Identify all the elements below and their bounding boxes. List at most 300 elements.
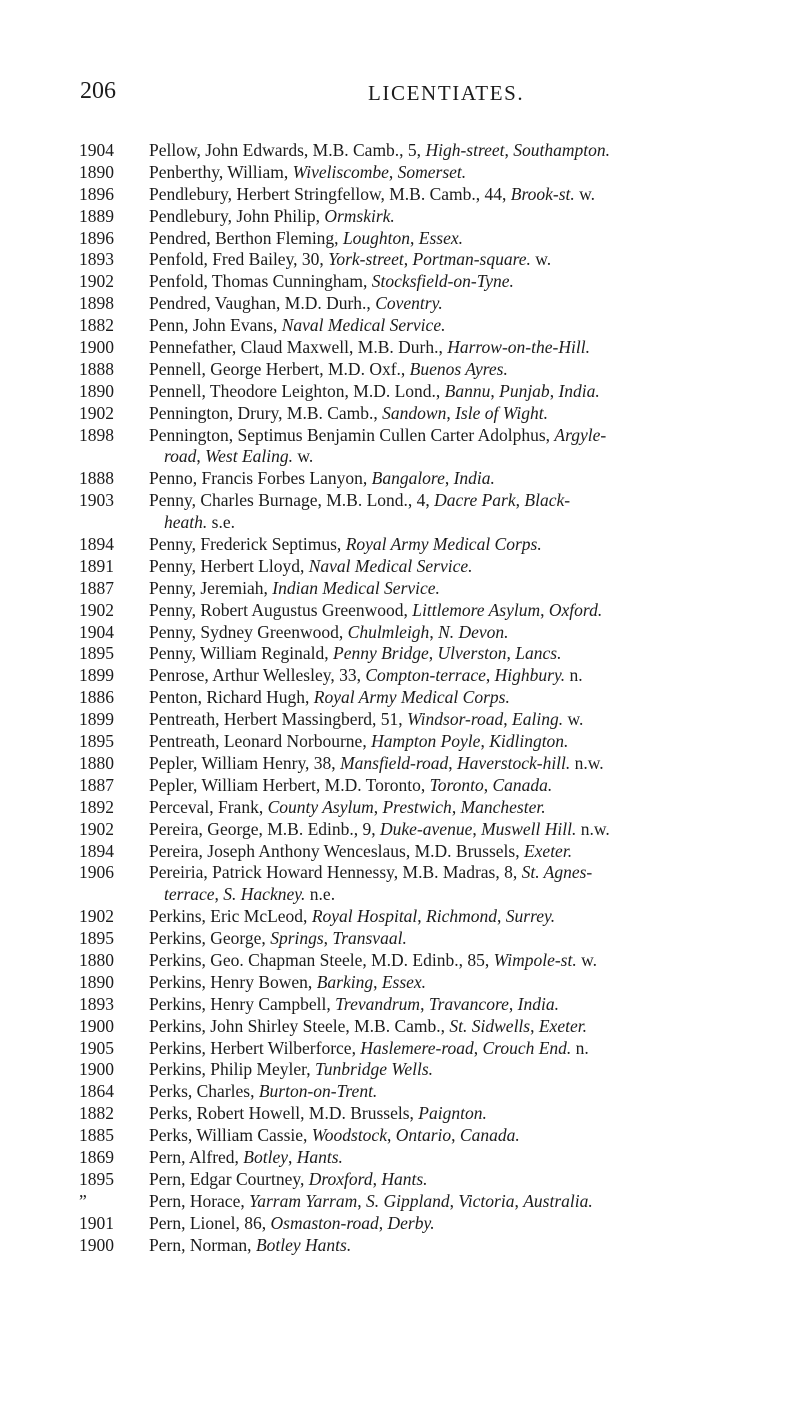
entry-place: Canada. [492,774,553,795]
entry-year: 1888 [79,358,114,379]
entry-year: 1895 [79,1168,114,1189]
entry-place: Essex. [381,971,427,992]
entry-segment: Pern, Horace, [149,1190,250,1211]
entry-segment: w. [530,249,552,270]
entry-place: St. Agnes- [521,862,593,883]
entry-year: 1887 [79,577,114,598]
entry-year: 1902 [79,818,114,839]
entry-text [149,950,789,972]
entry-year: 1869 [79,1146,114,1167]
entry-year: 1901 [79,1212,114,1233]
entry-place: Stocksfield-on-Tyne. [371,271,514,292]
entry-place: Hampton Poyle [371,731,481,752]
entry-segment: Pendlebury, Herbert Stringfellow, M.B. Camb., 44, [149,183,511,204]
entry-place: Brook-st. [510,183,575,204]
entry-text [149,468,789,490]
entry-segment: , [497,906,506,927]
entry-segment: s.e. [207,512,235,533]
entry-row [0,381,800,403]
entry-place: Woodstock [311,1125,387,1146]
entry-place: Penny Bridge [333,643,429,664]
entry-text [149,622,789,644]
entry-segment: Penny, Frederick Septimus, [149,534,346,555]
entry-year: 1895 [79,731,114,752]
entry-segment: Pern, Lionel, 86, [149,1212,271,1233]
entry-segment: , [448,752,458,773]
entry-place: Derby. [387,1212,435,1233]
entry-year: 1900 [79,1059,114,1080]
entry-row [0,228,800,250]
entry-text [149,556,789,578]
entry-place: Toronto [429,774,484,795]
entry-year: 1902 [79,599,114,620]
entry-year: 1898 [79,424,114,445]
entry-segment: , [451,1125,460,1146]
entry-place: Tunbridge Wells. [315,1059,434,1080]
entry-segment: , [214,884,224,905]
entry-row [0,841,800,863]
entry-segment: , [428,643,438,664]
entry-place: Sandown [382,402,447,423]
entry-place: Crouch End. [482,1037,572,1058]
entry-year: 1902 [79,402,114,423]
entry-place: Haverstock-hill. [457,752,571,773]
entry-segment: , [530,1015,539,1036]
entry-place: Trevandrum [335,993,421,1014]
entry-place: Duke-avenue [380,818,473,839]
page-number: 206 [80,78,116,104]
entry-place: Prestwich [382,796,452,817]
entry-place: Barking [316,971,374,992]
entry-place: Yarram Yarram [249,1190,358,1211]
entry-year: 1896 [79,227,114,248]
entry-place: Royal Army Medical Corps. [313,687,510,708]
entry-row [0,819,800,841]
entry-segment: , [429,621,439,642]
entry-row [0,950,800,972]
entry-place: Isle of Wight. [455,402,548,423]
entry-place: Ontario [395,1125,452,1146]
entry-segment: , [449,1190,459,1211]
entry-segment: , [420,993,429,1014]
entry-segment: , [373,971,382,992]
entry-segment: Pereira, George, M.B. Edinb., 9, [149,818,381,839]
entry-text [149,534,789,556]
entry-place: Australia. [523,1190,593,1211]
entry-text [149,1016,789,1038]
entry-segment: Pern, Alfred, [149,1146,244,1167]
entry-row [0,1038,800,1060]
entry-row [0,1147,800,1169]
entry-segment: , [503,709,513,730]
entry-text [149,271,789,293]
entry-row [0,775,800,797]
entry-segment: , [288,1146,297,1167]
entry-place: Portman-square. [412,249,531,270]
entry-text [164,884,800,906]
entry-segment: Penfold, Fred Bailey, 30, [149,249,329,270]
entry-segment: Pennington, Drury, M.B. Camb., [149,402,383,423]
entry-place: Victoria [458,1190,515,1211]
entry-text [149,1169,789,1191]
entry-place: S. Hackney. [223,884,306,905]
entry-place: Surrey. [505,906,556,927]
entry-segment: Perkins, Eric McLeod, [149,906,312,927]
entry-segment: , [451,796,461,817]
entry-row [0,862,800,884]
page-header [0,78,800,114]
entry-segment: Pennington, Septimus Benjamin Cullen Carter Adolphus, [149,424,555,445]
entry-text [149,1081,789,1103]
entry-year: 1895 [79,928,114,949]
entry-segment: n.w. [570,752,604,773]
entry-segment: n.e. [305,884,336,905]
entry-segment: , [472,818,482,839]
entry-text [149,753,789,775]
entry-text [149,490,789,512]
entry-text [149,359,789,381]
entry-row [0,556,800,578]
entry-place: Mansfield-road [340,752,449,773]
entry-place: Bannu [444,380,491,401]
entry-place: India. [558,380,600,401]
entry-row [0,578,800,600]
entry-place: High-street [425,140,505,160]
entry-place: Chulmleigh [347,621,430,642]
entry-segment: w. [293,446,314,467]
entry-year: 1882 [79,315,114,336]
entry-place: India. [517,993,559,1014]
entry-row [0,906,800,928]
entry-year: 1894 [79,840,114,861]
entry-year: 1892 [79,796,114,817]
entry-segment: Penn, John Evans, [149,315,282,336]
entry-row [0,140,800,162]
entry-segment: Pereiria, Patrick Howard Hennessy, M.B. Madras, 8, [149,862,522,883]
entry-segment: n. [571,1037,589,1058]
entry-place: Royal Hospital [311,906,418,927]
entry-text [149,709,789,731]
entry-segment: , [483,774,493,795]
entry-place: Muswell Hill. [481,818,577,839]
entry-segment: Perkins, Geo. Chapman Steele, M.D. Edinb., 85, [149,949,494,970]
entry-segment: Pern, Norman, [149,1234,256,1255]
entry-segment: Perks, Charles, [149,1081,259,1102]
entry-segment: Pennefather, Claud Maxwell, M.B. Durh., [149,337,448,358]
entry-place: Loughton [342,227,411,248]
entry-place: Compton-terrace [365,665,486,686]
entry-text [149,1235,789,1257]
entry-row [0,1213,800,1235]
entry-segment: Pellow, John Edwards, M.B. Camb., 5, [149,140,426,160]
entry-row [0,797,800,819]
entry-text [149,381,789,403]
entry-text [149,775,789,797]
entry-place: Lancs. [515,643,562,664]
entry-year: 1886 [79,687,114,708]
entry-place: heath. [164,512,208,533]
entry-year: 1890 [79,161,114,182]
entry-year: 1896 [79,183,114,204]
entry-segment: Penberthy, William, [149,161,293,182]
entry-segment: w. [563,709,584,730]
entry-text [164,446,800,468]
entry-text [149,906,789,928]
entry-year: 1885 [79,1125,114,1146]
entry-segment: Perkins, George, [149,928,271,949]
entry-year: 1891 [79,555,114,576]
entry-year: 1894 [79,534,114,555]
entry-place: Argyle- [554,424,607,445]
entry-segment: , [446,402,456,423]
entry-segment: , [410,227,419,248]
entry-segment: , [506,643,516,664]
entry-place: Springs [270,928,324,949]
entry-text [149,928,789,950]
entry-text [149,1147,789,1169]
entry-text [149,1059,789,1081]
entry-place: Paignton. [418,1103,487,1124]
entry-year: 1893 [79,993,114,1014]
entry-row [0,249,800,271]
entry-year: ” [79,1190,87,1211]
entry-segment: , [508,993,518,1014]
entry-place: Kidlington. [489,731,569,752]
entry-text [149,578,789,600]
entry-segment: , [378,1212,388,1233]
entry-row [0,403,800,425]
entry-year: 1899 [79,709,114,730]
entry-year: 1900 [79,1015,114,1036]
entry-year: 1864 [79,1081,114,1102]
entry-row [0,359,800,381]
entry-place: Burton-on-Trent. [258,1081,378,1102]
entry-segment: Pepler, William Herbert, M.D. Toronto, [149,774,430,795]
entry-segment: Perkins, Herbert Wilberforce, [149,1037,361,1058]
entry-year: 1887 [79,774,114,795]
entry-row [0,731,800,753]
entry-row [0,1125,800,1147]
register-entries [0,140,800,1256]
entry-text [149,797,789,819]
entry-segment: , [490,380,500,401]
entry-row [0,928,800,950]
entry-row [0,184,800,206]
entry-place: Botley Hants. [255,1234,352,1255]
entry-segment: Penny, Charles Burnage, M.B. Lond., 4, [149,490,435,511]
entry-segment: Penton, Richard Hugh, [149,687,314,708]
running-head: LICENTIATES. [368,81,525,105]
entry-place: St. Sidwells [449,1015,531,1036]
entry-segment: Pentreath, Herbert Massingberd, 51, [149,709,408,730]
entry-place: Oxford. [548,599,603,620]
entry-text [149,687,789,709]
entry-segment: , [473,1037,483,1058]
entry-row [0,337,800,359]
entry-row [0,468,800,490]
entry-text [149,731,789,753]
entry-segment: , [357,1190,367,1211]
entry-row [0,1081,800,1103]
entry-place: Black- [524,490,571,511]
entry-text [149,643,789,665]
entry-place: Osmaston-road [270,1212,379,1233]
entry-place: Travancore [428,993,509,1014]
entry-segment: Penfold, Thomas Cunningham, [149,271,372,292]
entry-place: York-street [328,249,404,270]
entry-segment: , [417,906,427,927]
entry-place: Droxford [308,1168,373,1189]
entry-place: West Ealing. [205,446,293,467]
entry-segment: Perks, William Cassie, [149,1125,312,1146]
entry-text [149,315,789,337]
entry-segment: Pentreath, Leonard Norbourne, [149,731,372,752]
entry-place: Littlemore Asylum [412,599,541,620]
entry-text [149,228,789,250]
entry-segment: Perkins, Henry Campbell, [149,993,336,1014]
entry-row [0,687,800,709]
entry-place: Naval Medical Service. [281,315,446,336]
entry-segment: Pepler, William Henry, 38, [149,752,341,773]
entry-row [0,206,800,228]
entry-segment: , [373,796,383,817]
entry-place: Exeter. [523,840,573,861]
entry-place: Punjab [499,380,550,401]
entry-place: Wiveliscombe [292,161,389,182]
entry-year: 1900 [79,1234,114,1255]
entry-year: 1900 [79,337,114,358]
entry-year: 1889 [79,205,114,226]
entry-place: Hants. [296,1146,343,1167]
entry-segment: w. [574,183,596,204]
entry-year: 1893 [79,249,114,270]
entry-place: Wimpole-st. [493,949,577,970]
entry-row [0,753,800,775]
entry-place: terrace [164,884,215,905]
entry-place: Southampton. [513,140,610,160]
entry-segment: , [504,140,514,160]
entry-year: 1890 [79,971,114,992]
entry-segment: , [403,249,413,270]
entry-place: Naval Medical Service. [308,555,473,576]
entry-segment: Penrose, Arthur Wellesley, 33, [149,665,366,686]
entry-text [149,1125,789,1147]
entry-segment: , [480,731,490,752]
entry-text [149,1103,789,1125]
entry-year: 1903 [79,490,114,511]
entry-segment: , [386,1125,396,1146]
entry-year: 1904 [79,140,114,160]
entry-segment: , [388,161,398,182]
entry-segment: Perkins, Henry Bowen, [149,971,317,992]
entry-place: Essex. [418,227,464,248]
entry-segment: , [323,928,333,949]
entry-segment: Perks, Robert Howell, M.D. Brussels, [149,1103,419,1124]
entry-year: 1904 [79,621,114,642]
entry-place: Highbury. [494,665,566,686]
entry-text [149,994,789,1016]
entry-place: Botley [243,1146,288,1167]
entry-row [0,271,800,293]
entry-segment: Penny, Robert Augustus Greenwood, [149,599,413,620]
entry-segment: Pennell, George Herbert, M.D. Oxf., [149,358,410,379]
entry-year: 1888 [79,468,114,489]
entry-text [149,249,789,271]
entry-place: Haslemere-road [360,1037,474,1058]
entry-place: Ealing. [512,709,564,730]
entry-row [0,994,800,1016]
entry-row [0,293,800,315]
entry-year: 1905 [79,1037,114,1058]
entry-place: Ormskirk. [324,205,395,226]
entry-text [149,293,789,315]
entry-text [149,1038,789,1060]
entry-row [0,1103,800,1125]
entry-text [149,1213,789,1235]
entry-segment: Penny, Jeremiah, [149,577,273,598]
entry-segment: Perceval, Frank, [149,796,268,817]
entry-place: Harrow-on-the-Hill. [447,337,590,358]
entry-segment: Pendred, Vaughan, M.D. Durh., [149,293,376,314]
entry-row [0,1191,800,1213]
entry-segment: , [514,1190,524,1211]
entry-text [149,841,789,863]
entry-segment: Penno, Francis Forbes Lanyon, [149,468,372,489]
entry-place: road [164,446,197,467]
entry-year: 1902 [79,906,114,927]
entry-segment: , [196,446,206,467]
entry-place: Coventry. [375,293,443,314]
entry-text [164,512,800,534]
entry-place: Hants. [381,1168,428,1189]
entry-continuation [0,884,800,906]
entry-row [0,643,800,665]
entry-segment: Penny, Herbert Lloyd, [149,555,309,576]
entry-continuation [0,446,800,468]
entry-segment: Pern, Edgar Courtney, [149,1168,309,1189]
entry-text [149,1191,789,1213]
entry-year: 1902 [79,271,114,292]
entry-year: 1899 [79,665,114,686]
entry-text [149,665,789,687]
entry-text [149,206,789,228]
entry-place: Richmond [426,906,498,927]
entry-segment: Pendred, Berthon Fleming, [149,227,343,248]
entry-text [149,819,789,841]
entry-place: Canada. [459,1125,520,1146]
entry-text [149,862,789,884]
entry-segment: Pennell, Theodore Leighton, M.D. Lond., [149,380,445,401]
entry-segment: Pendlebury, John Philip, [149,205,325,226]
entry-row [0,534,800,556]
entry-year: 1882 [79,1103,114,1124]
entry-segment: , [372,1168,382,1189]
entry-segment: Penny, William Reginald, [149,643,333,664]
entry-segment: Perkins, Philip Meyler, [149,1059,316,1080]
entry-text [149,403,789,425]
entry-place: Bangalore [371,468,445,489]
entry-place: Royal Army Medical Corps. [345,534,542,555]
entry-row [0,1059,800,1081]
entry-place: Indian Medical Service. [272,577,440,598]
entry-segment: Perkins, John Shirley Steele, M.B. Camb., [149,1015,450,1036]
entry-text [149,972,789,994]
entry-text [149,425,789,447]
entry-row [0,162,800,184]
entry-segment: Penny, Sydney Greenwood, [149,621,348,642]
entry-row [0,1235,800,1257]
entry-text [149,184,789,206]
